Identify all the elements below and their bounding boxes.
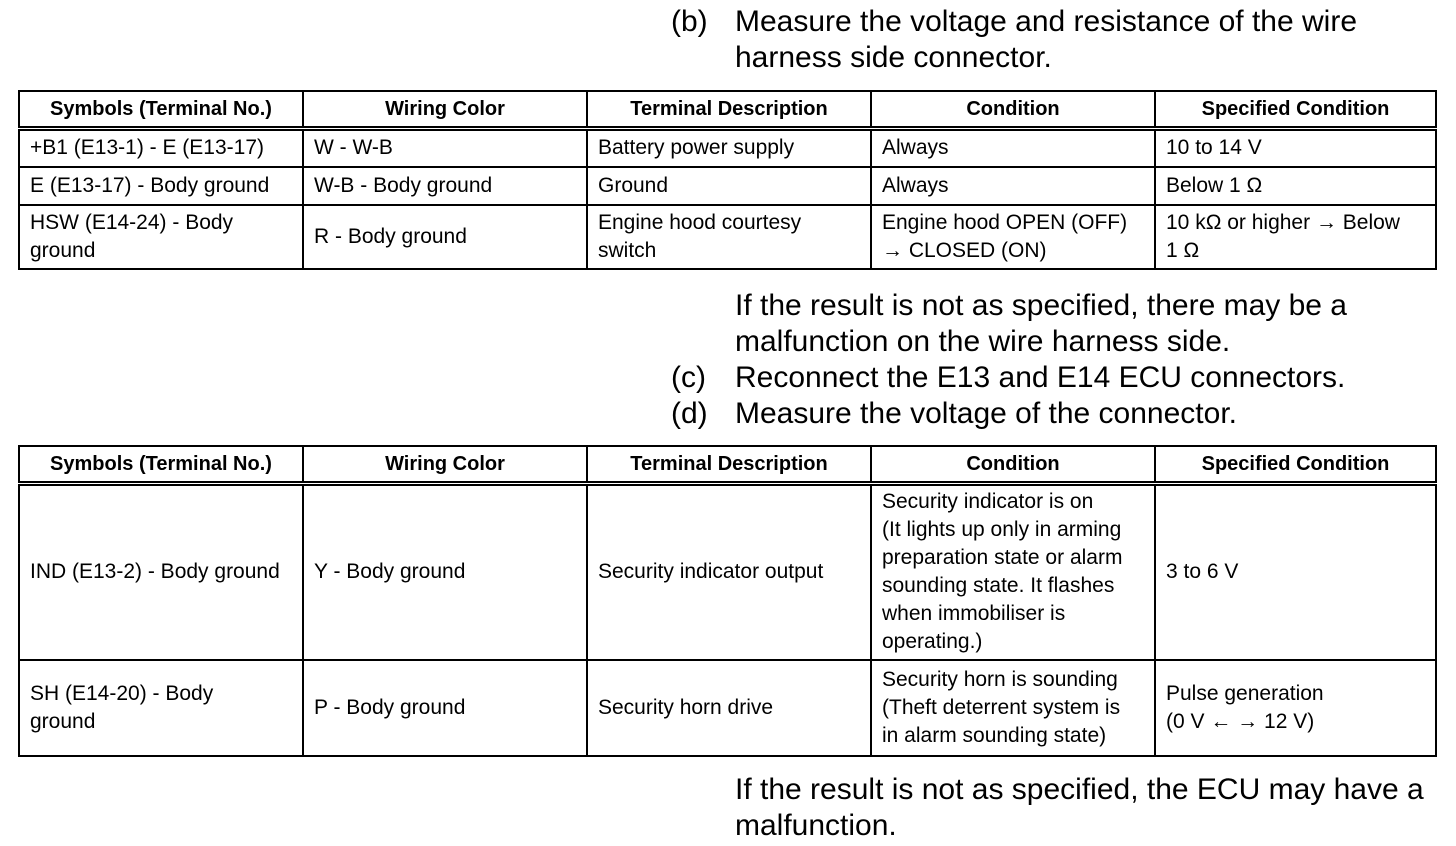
step-b-text-line2: harness side connector. [735,41,1052,74]
step-c-label: (c) [671,361,706,394]
note-harness-line1: If the result is not as specified, there may be a [735,289,1347,322]
note-ecu-line1: If the result is not as specified, the ECU may have a [735,773,1424,806]
step-c [671,360,1441,396]
step-d-label: (d) [671,397,708,430]
table-cell: SH (E14-20) - Body ground [19,660,303,756]
table-row [19,205,1436,269]
table-cell: Ground [587,167,871,205]
table-cell: Engine hood OPEN (OFF) → CLOSED (ON) [871,205,1155,269]
header-condition: Condition [871,446,1155,484]
table-cell: +B1 (E13-1) - E (E13-17) [19,129,303,167]
table-row [19,167,1436,205]
step-b [671,4,1441,40]
table-cell: P - Body ground [303,660,587,756]
header-symbols: Symbols (Terminal No.) [19,446,303,484]
table-cell: IND (E13-2) - Body ground [19,484,303,660]
note-harness-line2: malfunction on the wire harness side. [735,325,1231,358]
header-condition: Condition [871,91,1155,129]
header-wiring-color: Wiring Color [303,91,587,129]
table-cell: 10 to 14 V [1155,129,1436,167]
table-cell: E (E13-17) - Body ground [19,167,303,205]
table-row [19,484,1436,660]
table-row [19,660,1436,756]
table-cell: Security indicator output [587,484,871,660]
table-cell: W-B - Body ground [303,167,587,205]
header-wiring-color: Wiring Color [303,446,587,484]
table-cell: 10 kΩ or higher → Below 1 Ω [1155,205,1436,269]
table-cell: 3 to 6 V [1155,484,1436,660]
resistance-voltage-table [18,90,1437,270]
header-specified-condition: Specified Condition [1155,91,1436,129]
header-terminal-description: Terminal Description [587,91,871,129]
header-symbols: Symbols (Terminal No.) [19,91,303,129]
table-header-row [19,91,1436,129]
table-cell: Security horn is sounding (Theft deterrent system is in alarm sounding state) [871,660,1155,756]
table-cell: Always [871,129,1155,167]
table-header-row [19,446,1436,484]
table-cell: Below 1 Ω [1155,167,1436,205]
note-ecu-line2: malfunction. [735,809,897,842]
table-cell: Security indicator is on (It lights up only in arming preparation state or alarm sounding state. It flashes when immobiliser is operating.) [871,484,1155,660]
voltage-table [18,445,1437,757]
step-d [671,396,1441,432]
header-specified-condition: Specified Condition [1155,446,1436,484]
table-cell: R - Body ground [303,205,587,269]
table-cell: Battery power supply [587,129,871,167]
step-b-text-line1: Measure the voltage and resistance of the wire [735,5,1358,38]
table-cell: HSW (E14-24) - Body ground [19,205,303,269]
step-d-text: Measure the voltage of the connector. [735,397,1237,430]
header-terminal-description: Terminal Description [587,446,871,484]
table-cell: Pulse generation (0 V ← → 12 V) [1155,660,1436,756]
step-b-label: (b) [671,5,708,38]
table-cell: Always [871,167,1155,205]
table-cell: Engine hood courtesy switch [587,205,871,269]
table-row [19,129,1436,167]
table-cell: Security horn drive [587,660,871,756]
table-cell: W - W-B [303,129,587,167]
table-cell: Y - Body ground [303,484,587,660]
step-c-text: Reconnect the E13 and E14 ECU connectors. [735,361,1346,394]
